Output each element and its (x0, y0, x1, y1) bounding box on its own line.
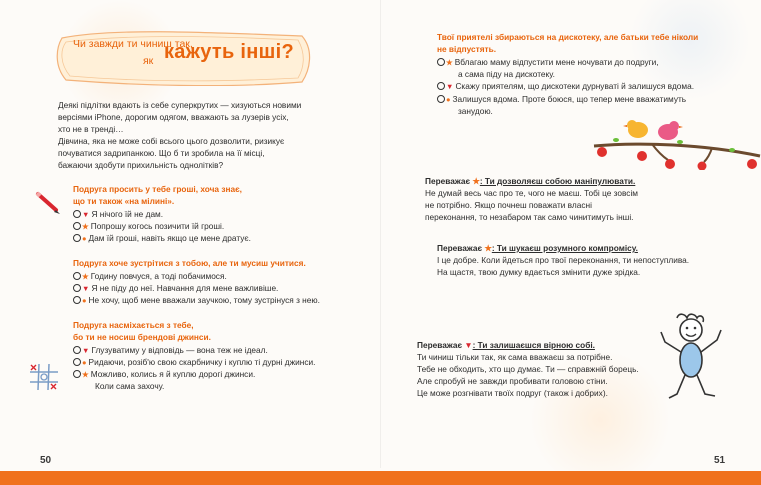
radio-circle-icon (73, 222, 81, 230)
dot-icon: ● (82, 358, 87, 367)
star-icon: ★ (446, 58, 453, 67)
option-label: Не хочу, щоб мене вважали зaучкою, тому зустрінуся з нею. (88, 295, 320, 305)
answer-option[interactable] (437, 94, 686, 106)
option-label: Глузуватиму у відповідь — вона теж не ідеал. (91, 345, 268, 355)
question-heading: Подруга просить у тебе гроші, хоча знає, (73, 184, 242, 194)
answer-option[interactable] (73, 357, 315, 369)
option-label: Вблагаю маму відпустити мене ночувати до подруги, (454, 57, 659, 67)
intro-line: версіями iPhone, дорогим одягом, вважають за лузерів усіх, (58, 112, 289, 122)
answer-option[interactable] (73, 283, 278, 295)
birds-on-branch-illustration (592, 112, 761, 170)
option-continuation: а сама піду на дискотеку. (458, 69, 555, 79)
star-icon: ★ (472, 176, 480, 186)
option-continuation: Коли сама захочу. (95, 381, 165, 391)
radio-circle-icon (73, 210, 81, 218)
option-label: Дам їй гроші, навіть якщо це мене дратує. (88, 233, 251, 243)
option-label: Скажу приятелям, що дискотеки дурнуваті й залишуся вдома. (455, 81, 695, 91)
question-heading: Подруга насміхається з тебе, (73, 320, 194, 330)
result-headline (437, 243, 638, 255)
result-headline (425, 176, 635, 188)
radio-circle-icon (73, 272, 81, 280)
page-title: кажуть інші? (164, 41, 295, 63)
question-heading: Подруга хоче зустрітися з тобою, але ти мусиш учитися. (73, 258, 306, 268)
result-text-line: не потрібно. Якщо почнеш поважати власні (425, 200, 592, 210)
stick-figure-illustration (655, 312, 733, 404)
result-text-line: І це добре. Коли йдеться про твої переконання, ти непоступлива. (437, 255, 690, 265)
result-text-line: На щастя, твою думку вдається змінити дуже зрідка. (437, 267, 641, 277)
gutter (380, 0, 381, 468)
result-text-line: Ти чиниш тільки так, як сама вважаєш за потрібне. (417, 352, 613, 362)
title-small-word: як (143, 55, 154, 67)
answer-option[interactable] (437, 57, 659, 69)
heart-icon: ▼ (464, 340, 473, 350)
star-icon: ★ (484, 243, 492, 253)
heart-icon: ▼ (446, 82, 454, 91)
dot-icon: ● (82, 234, 87, 243)
option-continuation: занудою. (458, 106, 493, 116)
option-label: Можливо, колись я й куплю дорогі джинси. (90, 369, 256, 379)
radio-circle-icon (73, 358, 81, 366)
intro-line: почуватися задрипанкою. Що б ти зробила на її місці, (58, 148, 265, 158)
radio-circle-icon (437, 58, 445, 66)
title-line1: Чи завжди ти чиниш так, (73, 38, 193, 50)
heart-icon: ▼ (82, 284, 90, 293)
option-label: Годину повчуся, а тоді побачимося. (90, 271, 227, 281)
result-text-line: Це може розгнівати твоїх подруг (також і добрих). (417, 388, 608, 398)
option-label: Попрошу когось позичити їй гроші. (90, 221, 225, 231)
result-text-line: Тебе не обходить, хто що думає. Ти — справжній борець. (417, 364, 639, 374)
star-icon: ★ (82, 370, 89, 379)
result-prefix: Переважає (425, 176, 471, 186)
result-prefix: Переважає (437, 243, 483, 253)
answer-option[interactable] (73, 295, 320, 307)
answer-option[interactable] (73, 233, 251, 245)
result-text-line: переконання, то незабаром так само чинитимуть інші. (425, 212, 634, 222)
radio-circle-icon (73, 284, 81, 292)
answer-option[interactable] (73, 345, 268, 357)
heart-icon: ▼ (82, 346, 90, 355)
question-heading: Твої приятелі збираються на дискотеку, але батьки тебе ніколи (437, 32, 699, 42)
radio-circle-icon (73, 234, 81, 242)
radio-circle-icon (437, 95, 445, 103)
result-title: : Ти дозволяєш собою маніпулювати. (479, 176, 636, 186)
question-heading: бо ти не носиш брендові джинси. (73, 332, 211, 342)
footer-bar (0, 471, 761, 485)
option-label: Я нічого їй не дам. (91, 209, 164, 219)
radio-circle-icon (73, 370, 81, 378)
result-title: : Ти залишаєшся вірною собі. (472, 340, 595, 350)
result-text-line: Не думай весь час про те, чого не маєш. Тобі це зовсім (425, 188, 638, 198)
tic-tac-toe-icon (28, 362, 60, 392)
page-number-right: 51 (714, 455, 726, 466)
answer-option[interactable] (73, 209, 163, 221)
radio-circle-icon (437, 82, 445, 90)
option-label: Я не піду до неї. Навчання для мене важливіше. (91, 283, 279, 293)
result-headline (417, 340, 595, 352)
radio-circle-icon (73, 296, 81, 304)
heart-icon: ▼ (82, 210, 90, 219)
answer-option[interactable] (73, 221, 224, 233)
answer-option[interactable] (73, 271, 227, 283)
option-label: Залишуся вдома. Проте боюся, що тепер мене вважатимуть (452, 94, 687, 104)
pencil-icon (34, 190, 64, 216)
dot-icon: ● (82, 296, 87, 305)
intro-line: Дівчина, яка не може собі всього цього дозволити, ризикує (58, 136, 285, 146)
question-heading: що ти також «на мілині». (73, 196, 175, 206)
star-icon: ★ (82, 272, 89, 281)
answer-option[interactable] (73, 369, 255, 381)
result-text-line: Але спробуй не завжди пробивати головою стіни. (417, 376, 608, 386)
page-number-left: 50 (40, 455, 52, 466)
dot-icon: ● (446, 95, 451, 104)
result-title: : Ти шукаєш розумного компромісу. (491, 243, 638, 253)
result-prefix: Переважає (417, 340, 463, 350)
star-icon: ★ (82, 222, 89, 231)
intro-line: хто не в тренді… (58, 124, 124, 134)
answer-option[interactable] (437, 81, 694, 93)
option-label: Ридаючи, розіб'ю свою скарбничку і куплю ті дурні джинси. (88, 357, 316, 367)
question-heading: не відпустять. (437, 44, 497, 54)
radio-circle-icon (73, 346, 81, 354)
intro-line: бажаючи здобути прихильність однолітків? (58, 160, 224, 170)
intro-line: Деякі підлітки вдають із себе суперкрутих — хизуються новими (58, 100, 302, 110)
